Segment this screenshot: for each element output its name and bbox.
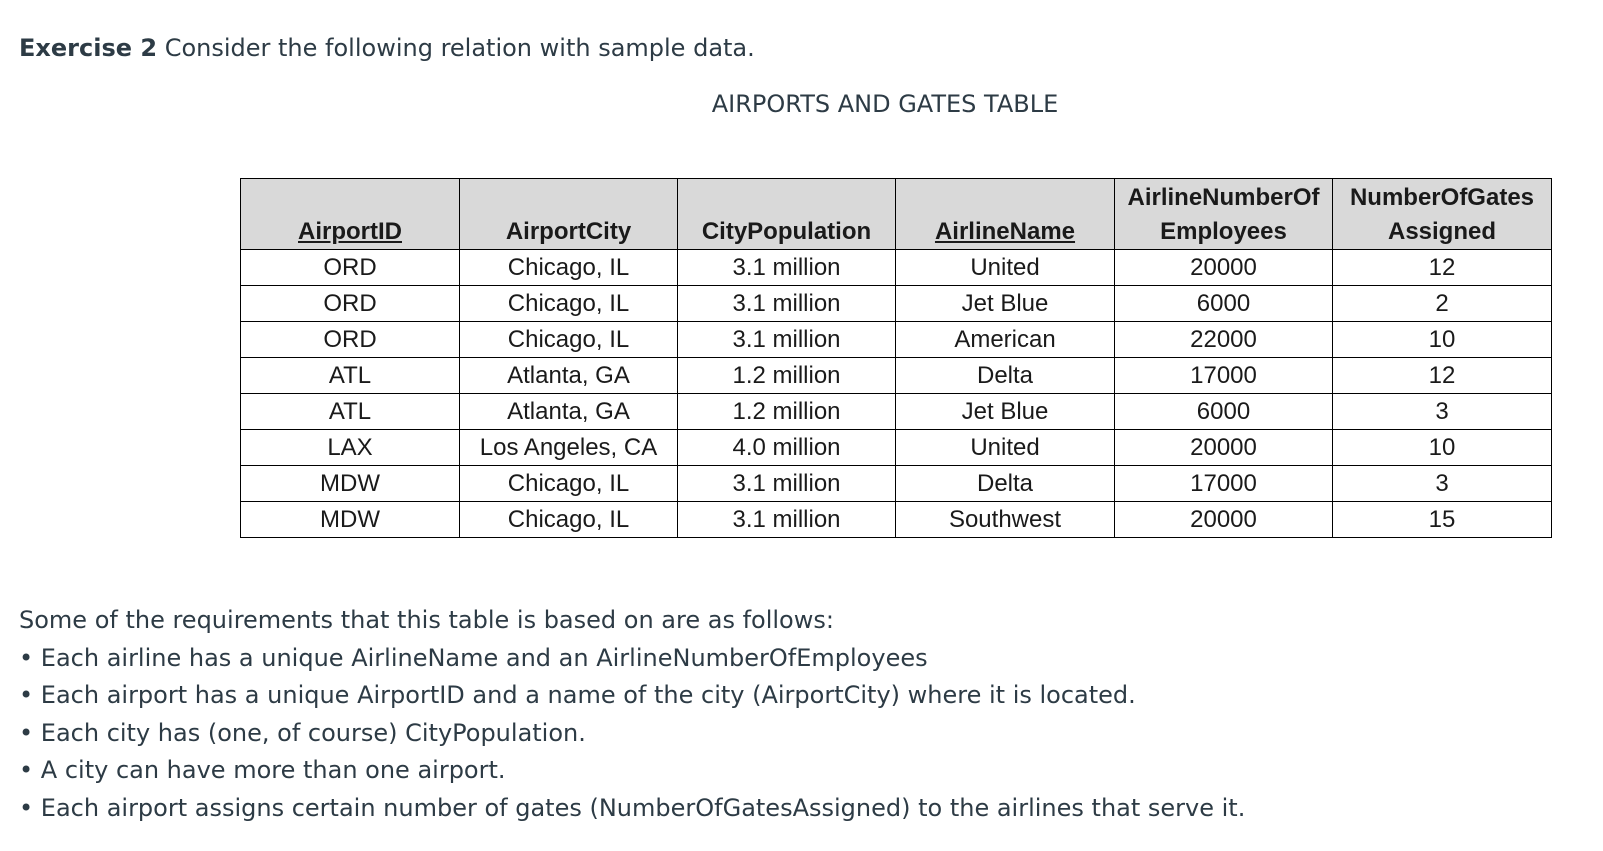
cell-numberofgatesassigned: 3	[1333, 394, 1552, 430]
table-row	[241, 394, 1552, 430]
col-header-airportcity	[460, 179, 678, 250]
cell-citypopulation: 1.2 million	[678, 358, 896, 394]
cell-airlinenumberofemployees: 17000	[1115, 358, 1333, 394]
cell-airportcity: Los Angeles, CA	[460, 430, 678, 466]
col-header-label: AirlineName	[934, 218, 1076, 245]
cell-citypopulation: 1.2 million	[678, 394, 896, 430]
col-header-label: AirportID	[298, 218, 402, 245]
cell-airlinenumberofemployees: 20000	[1115, 502, 1333, 538]
cell-airlinename: United	[896, 250, 1115, 286]
requirement-item: • Each airline has a unique AirlineName and an AirlineNumberOfEmployees	[19, 643, 928, 672]
cell-numberofgatesassigned: 10	[1333, 322, 1552, 358]
cell-numberofgatesassigned: 2	[1333, 286, 1552, 322]
exercise-label: Exercise 2	[19, 34, 158, 62]
col-header-label: CityPopulation	[701, 218, 872, 245]
cell-airportid: MDW	[241, 466, 460, 502]
cell-airportid: ORD	[241, 322, 460, 358]
cell-airlinename: Jet Blue	[896, 394, 1115, 430]
cell-airportcity: Atlanta, GA	[460, 394, 678, 430]
airports-gates-table	[240, 178, 1552, 538]
cell-airlinename: Delta	[896, 466, 1115, 502]
col-header-airlinenumberofemployees	[1115, 179, 1333, 250]
cell-airlinenumberofemployees: 22000	[1115, 322, 1333, 358]
cell-airportcity: Chicago, IL	[460, 286, 678, 322]
col-header-airportid	[241, 179, 460, 250]
cell-airportcity: Chicago, IL	[460, 250, 678, 286]
cell-airlinenumberofemployees: 20000	[1115, 250, 1333, 286]
cell-citypopulation: 3.1 million	[678, 466, 896, 502]
col-header-label: AirportCity	[505, 218, 632, 245]
col-header-label-line1: NumberOfGates	[1349, 184, 1535, 211]
cell-numberofgatesassigned: 10	[1333, 430, 1552, 466]
col-header-citypopulation	[678, 179, 896, 250]
cell-citypopulation: 3.1 million	[678, 250, 896, 286]
cell-airlinenumberofemployees: 6000	[1115, 394, 1333, 430]
cell-airlinename: Delta	[896, 358, 1115, 394]
cell-airportid: ORD	[241, 250, 460, 286]
table-title: AIRPORTS AND GATES TABLE	[711, 90, 1059, 118]
table-row	[241, 358, 1552, 394]
requirements-intro: Some of the requirements that this table is based on are as follows:	[19, 606, 834, 634]
cell-airlinename: Southwest	[896, 502, 1115, 538]
cell-airlinename: American	[896, 322, 1115, 358]
col-header-label-line2: Assigned	[1387, 218, 1497, 245]
exercise-heading	[19, 33, 755, 63]
cell-numberofgatesassigned: 3	[1333, 466, 1552, 502]
exercise-intro: Consider the following relation with sample data.	[164, 34, 755, 62]
cell-airportcity: Atlanta, GA	[460, 358, 678, 394]
cell-numberofgatesassigned: 15	[1333, 502, 1552, 538]
col-header-airlinename	[896, 179, 1115, 250]
cell-airportid: MDW	[241, 502, 460, 538]
requirement-item: • Each city has (one, of course) CityPopulation.	[19, 718, 586, 747]
cell-airlinename: Jet Blue	[896, 286, 1115, 322]
table-row	[241, 466, 1552, 502]
col-header-numberofgatesassigned	[1333, 179, 1552, 250]
cell-numberofgatesassigned: 12	[1333, 250, 1552, 286]
cell-airportid: ATL	[241, 394, 460, 430]
col-header-label-line2: Employees	[1160, 218, 1287, 245]
cell-airportcity: Chicago, IL	[460, 466, 678, 502]
table-row	[241, 250, 1552, 286]
col-header-label-line1: AirlineNumberOf	[1127, 184, 1320, 211]
table-row	[241, 286, 1552, 322]
cell-citypopulation: 3.1 million	[678, 286, 896, 322]
table-header-row	[241, 179, 1552, 250]
requirement-item: • Each airport assigns certain number of gates (NumberOfGatesAssigned) to the airlines that serve it.	[19, 793, 1246, 822]
cell-airportid: LAX	[241, 430, 460, 466]
cell-airportid: ORD	[241, 286, 460, 322]
cell-citypopulation: 4.0 million	[678, 430, 896, 466]
requirement-item: • A city can have more than one airport.	[19, 756, 506, 784]
cell-numberofgatesassigned: 12	[1333, 358, 1552, 394]
cell-airlinename: United	[896, 430, 1115, 466]
requirement-item: • Each airport has a unique AirportID and a name of the city (AirportCity) where it is located.	[19, 681, 1136, 709]
cell-airlinenumberofemployees: 20000	[1115, 430, 1333, 466]
cell-airportid: ATL	[241, 358, 460, 394]
requirements-section	[19, 602, 1245, 827]
table-row	[241, 430, 1552, 466]
cell-airportcity: Chicago, IL	[460, 322, 678, 358]
cell-airportcity: Chicago, IL	[460, 502, 678, 538]
cell-airlinenumberofemployees: 17000	[1115, 466, 1333, 502]
cell-citypopulation: 3.1 million	[678, 322, 896, 358]
table-row	[241, 502, 1552, 538]
table-row	[241, 322, 1552, 358]
cell-citypopulation: 3.1 million	[678, 502, 896, 538]
cell-airlinenumberofemployees: 6000	[1115, 286, 1333, 322]
